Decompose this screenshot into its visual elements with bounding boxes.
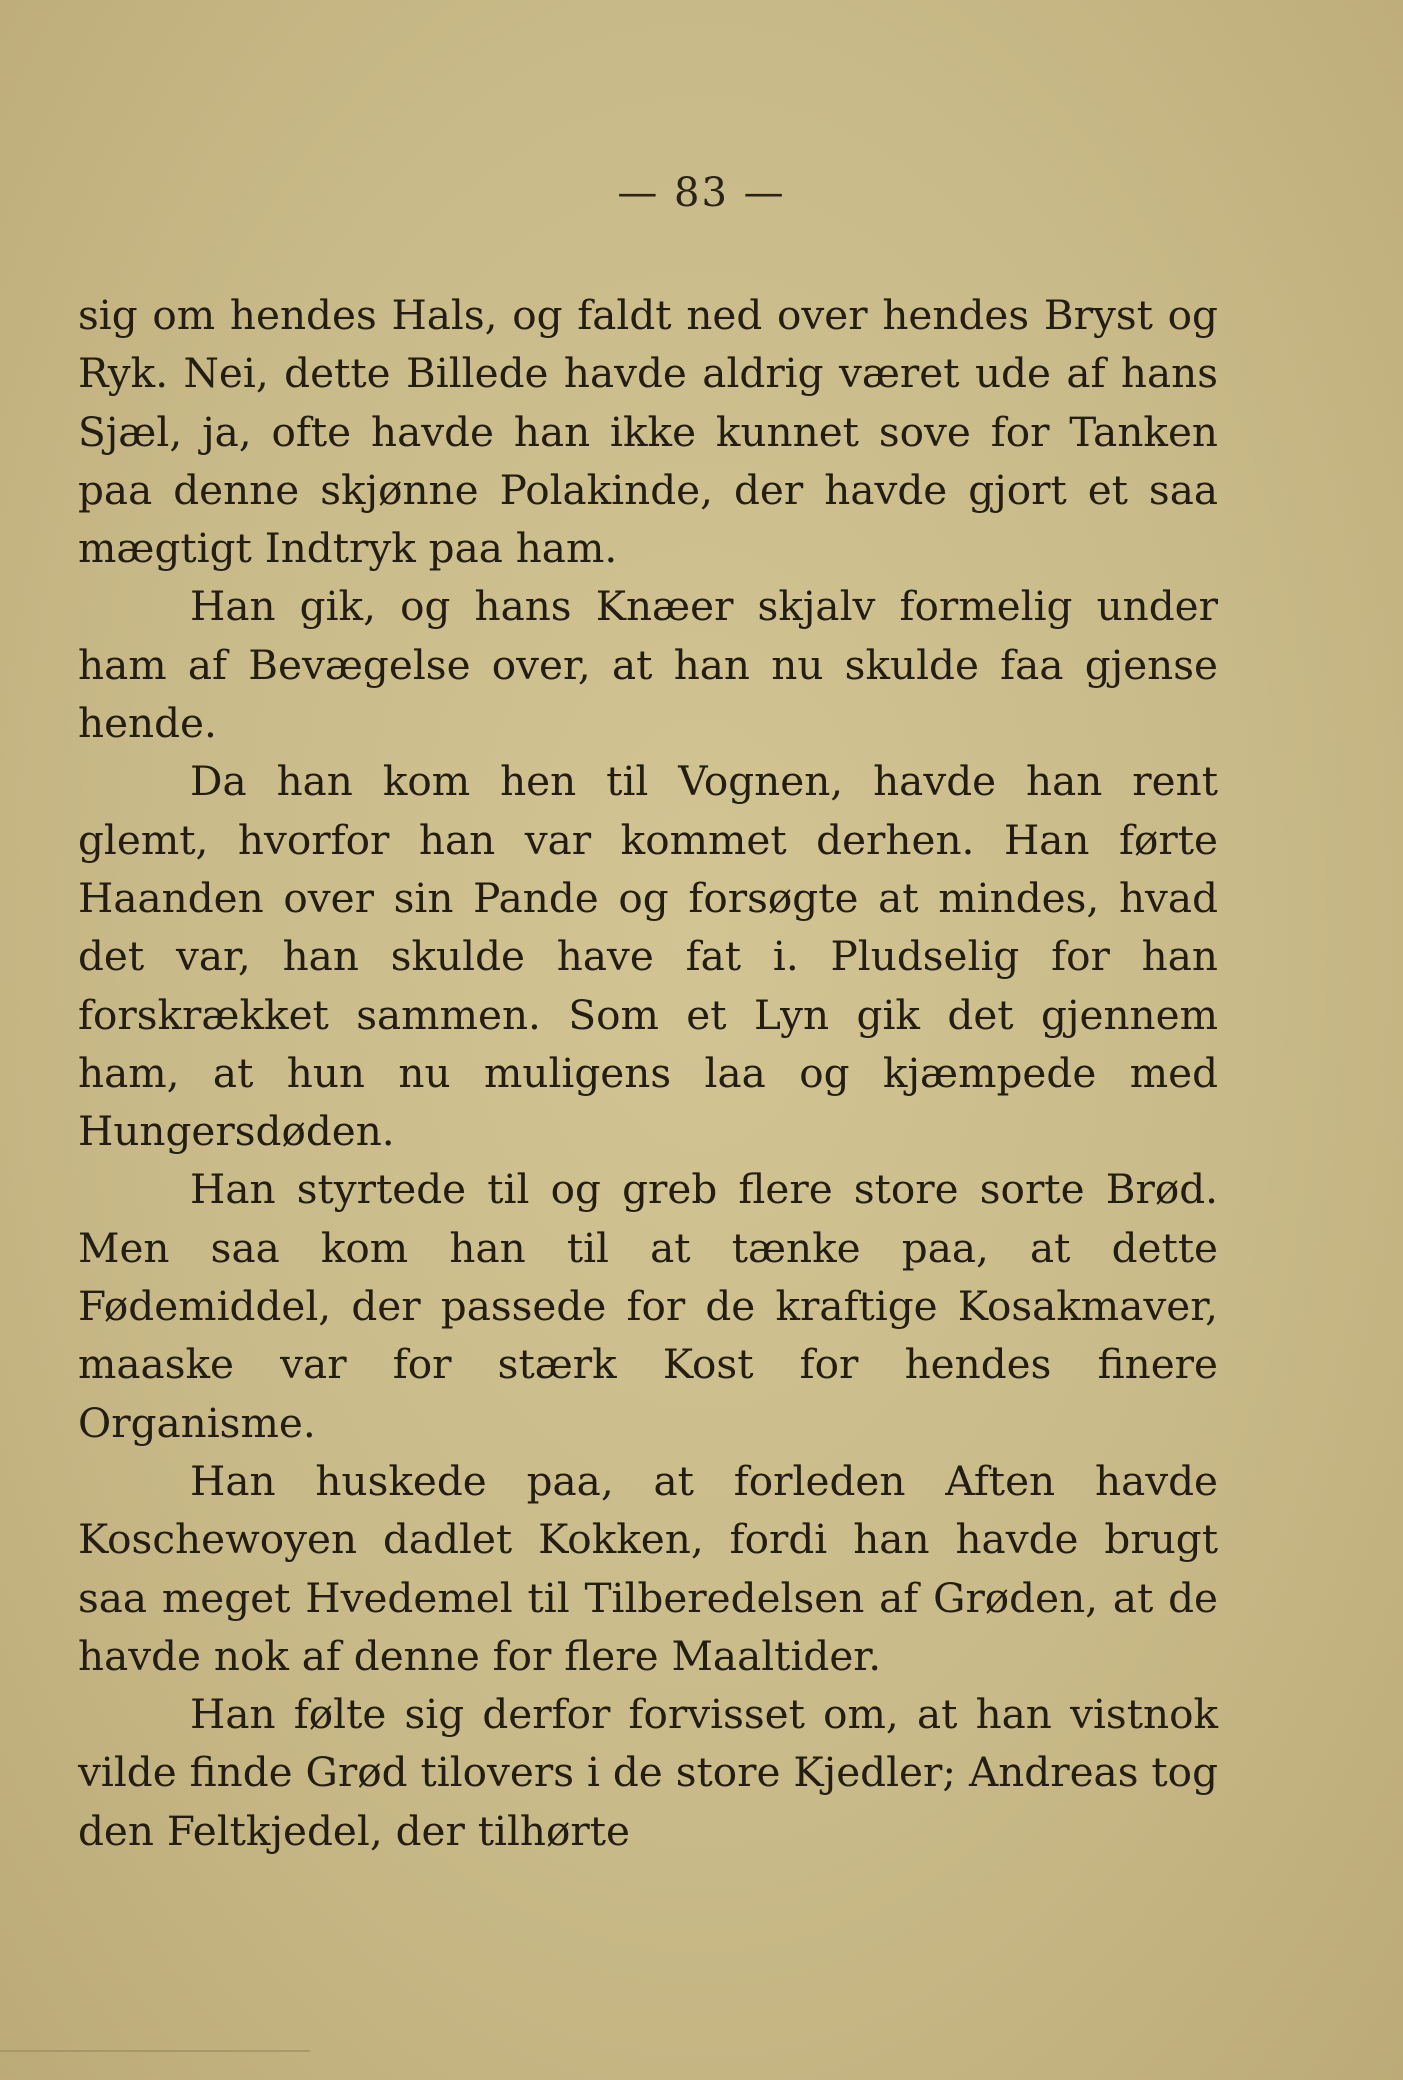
page-edge-line — [0, 2050, 310, 2052]
paragraph-6: Han følte sig derfor forvisset om, at han vistnok vilde finde Grød tilovers i de store Kjedler; Andreas tog den Feltkjedel, der tilhørte — [78, 1690, 1218, 1855]
paragraph-2: Han gik, og hans Knæer skjalv formelig under ham af Bevægelse over, at han nu skulde faa gjense hende. — [78, 582, 1218, 748]
paragraph-3: Da han kom hen til Vognen, havde han rent glemt, hvorfor han var kommet derhen. Han førte Haanden over sin Pande og forsøgte at mindes, hvad det var, han skulde have fat i. Pludselig for han forskrækket sammen. Som et Lyn gik det gjennem ham, at hun nu muligens laa og kjæmpede med Hungersdøden. — [78, 757, 1218, 1156]
paragraph-4: Han styrtede til og greb flere store sorte Brød. Men saa kom han til at tænke paa, at dette Fødemiddel, der passede for de kraftige Kosakmaver, maaske var for stærk Kost for hendes finere Organisme. — [78, 1165, 1218, 1447]
body-text — [78, 286, 1218, 1860]
paragraph-1: sig om hendes Hals, og faldt ned over hendes Bryst og Ryk. Nei, dette Billede havde aldrig været ude af hans Sjæl, ja, ofte havde han ikke kunnet sove for Tanken paa denne skjønne Polakinde, der havde gjort et saa mægtigt Indtryk paa ham. — [78, 291, 1218, 573]
page-number: — 83 — — [617, 170, 786, 216]
paragraph-5: Han huskede paa, at forleden Aften havde Koschewoyen dadlet Kokken, fordi han havde brugt saa meget Hvedemel til Tilberedelsen af Grøden, at de havde nok af denne for flere Maaltider. — [78, 1456, 1218, 1680]
